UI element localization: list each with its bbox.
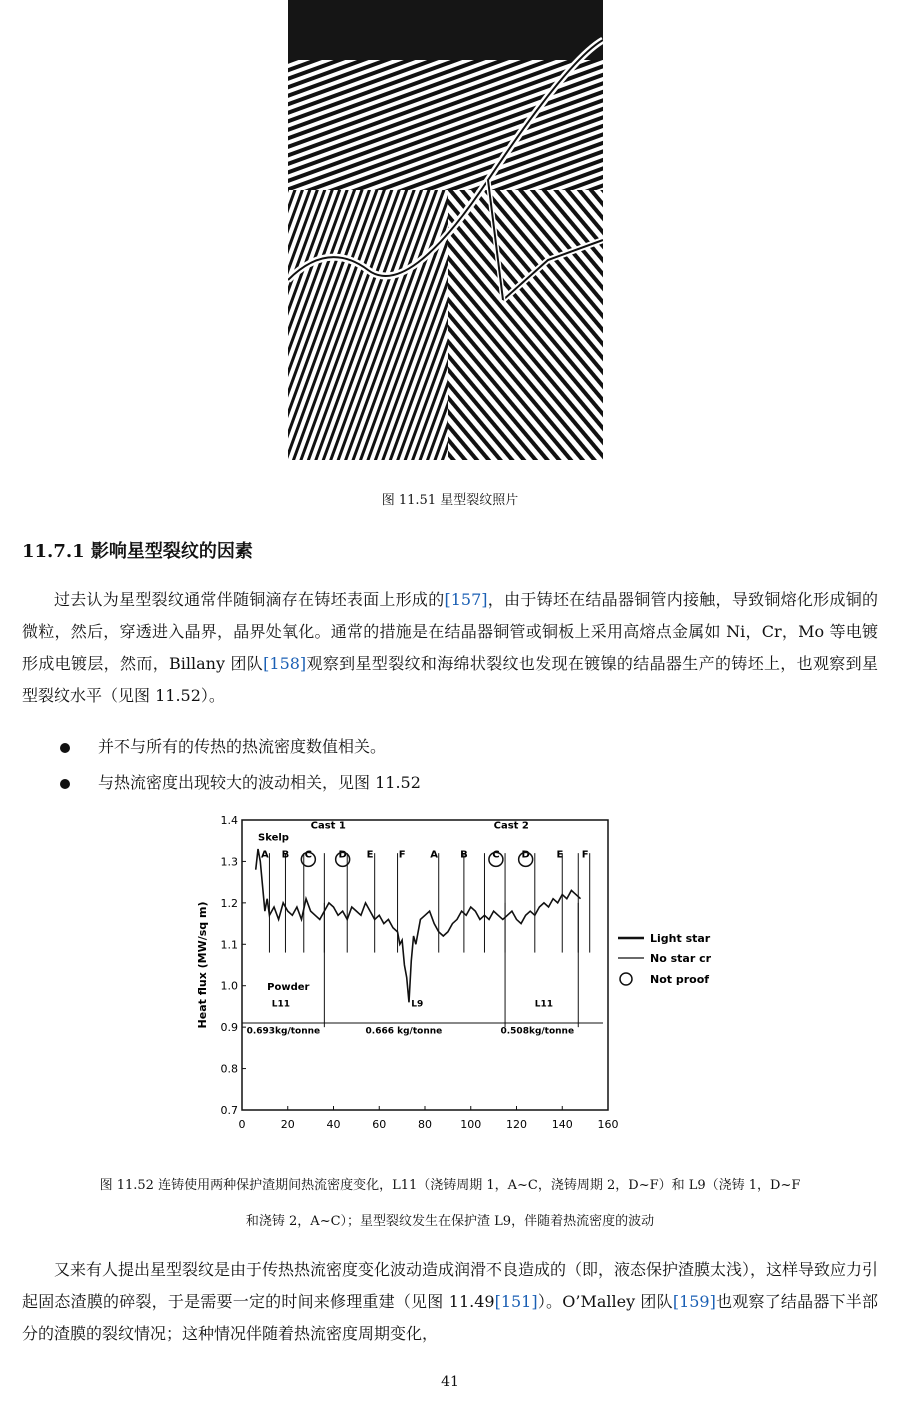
cast1-section-label: D: [338, 849, 347, 861]
citation-151[interactable]: [151]: [494, 1292, 538, 1311]
legend-label-no-star: No star cr: [650, 952, 712, 965]
cast2-section-label: F: [581, 849, 589, 861]
para1-text-2: ，由于铸坯在结晶器铜管内接触，导致铜熔化形成铜的微粒，然后，穿透进入晶界，晶界处氧化。通常的措施是在结晶器铜管或铜板上采用高熔点金属如 Ni，Cr，Mo 等电镀形成电镀层，然而，Billany 团队: [22, 590, 878, 673]
annotation-rate-2: 0.666 kg/tonne: [365, 1026, 443, 1037]
chart-svg: [190, 812, 720, 1142]
cast1-section-label: B: [281, 849, 290, 861]
cast1-section-label: C: [304, 849, 313, 861]
annotation-skelp: Skelp: [258, 832, 289, 844]
para2-text-2: ）。O’Malley 团队: [537, 1292, 673, 1311]
bullet-text-1: 并不与所有的传热的热流密度数值相关。: [98, 737, 387, 756]
x-tick-label: 40: [326, 1118, 341, 1131]
y-tick-label: 0.7: [220, 1104, 238, 1117]
x-tick-label: 60: [372, 1118, 387, 1131]
y-tick-label: 1.4: [220, 814, 238, 827]
page-number: 41: [441, 1374, 459, 1390]
micrograph-icon: [288, 0, 603, 460]
bullet-text-2: 与热流密度出现较大的波动相关，见图 11.52: [98, 773, 421, 792]
para1-text-1: 过去认为星型裂纹通常伴随铜滴存在铸坯表面上形成的: [54, 590, 445, 609]
citation-159[interactable]: [159]: [672, 1292, 716, 1311]
paragraph-1: [22, 584, 878, 712]
y-tick-label: 1.3: [220, 855, 238, 869]
bullet-item-2: [60, 770, 421, 793]
y-tick-label: 0.8: [220, 1062, 238, 1076]
section-title: 11.7.1 影响星型裂纹的因素: [22, 541, 253, 562]
cast2-section-label: A: [430, 849, 439, 861]
series-line-heat-flux: [256, 849, 581, 1002]
annotation-rate-3: 0.508kg/tonne: [500, 1026, 575, 1037]
cast2-section-label: E: [556, 849, 564, 861]
para1-text-3: 观察到星型裂纹和海绵状裂纹也发现在镀镍的结晶器生产的铸坯上，也观察到星型裂纹水平（见图 11.52）。: [22, 654, 878, 705]
para2-text-1: 又来有人提出星型裂纹是由于传热热流密度变化波动造成润滑不良造成的（即，液态保护渣膜太浅），这样导致应力引起固态渣膜的碎裂，于是需要一定的时间来修理重建（见图 11.49: [22, 1260, 879, 1311]
cast2-section-label: B: [460, 849, 468, 861]
annotation-cast-1: Cast 1: [310, 820, 346, 832]
cast1-section-label: E: [366, 849, 374, 861]
x-tick-label: 100: [460, 1118, 482, 1131]
legend-label-not-proof: Not proof: [650, 973, 710, 986]
figure-caption-11-52-line1: 图 11.52 连铸使用两种保护渣期间热流密度变化，L11（浇铸周期 1，A~C，浇铸周期 2，D~F）和 L9（浇铸 1，D~F: [99, 1178, 801, 1193]
legend-circle-icon: [620, 973, 632, 985]
y-tick-label: 1.1: [220, 938, 238, 952]
legend-label-light-star: Light star: [650, 932, 711, 945]
y-axis-label: Heat flux (MW/sq m): [196, 901, 209, 1029]
x-tick-label: 20: [280, 1118, 295, 1131]
bullet-icon: [60, 779, 70, 789]
annotation-l11-right: L11: [534, 999, 554, 1010]
micrograph-figure: [288, 0, 603, 460]
bullet-item-1: [60, 734, 386, 757]
x-tick-label: 80: [418, 1118, 432, 1131]
cast1-section-label: A: [261, 849, 269, 861]
x-tick-label: 160: [597, 1118, 619, 1131]
plot-frame: [242, 820, 608, 1110]
annotation-cast-2: Cast 2: [493, 820, 529, 832]
cast2-section-label: D: [521, 849, 530, 861]
figure-caption-11-51: 图 11.51 星型裂纹照片: [381, 493, 519, 508]
paragraph-2: [22, 1254, 878, 1350]
x-tick-label: 0: [238, 1118, 246, 1131]
figure-caption-11-52-line2: 和浇铸 2，A~C）；星型裂纹发生在保护渣 L9，伴随着热流密度的波动: [245, 1214, 655, 1229]
heat-flux-chart: [190, 812, 720, 1142]
para2-text-3: 也观察了结晶器下半部分的渣膜的裂纹情况；这种情况伴随着热流密度周期变化，: [22, 1292, 878, 1343]
citation-157[interactable]: [157]: [444, 590, 488, 609]
x-tick-label: 120: [506, 1118, 527, 1131]
cast1-section-label: F: [398, 849, 406, 861]
cast2-section-label: C: [492, 849, 500, 861]
y-tick-label: 1.2: [220, 896, 238, 910]
y-tick-label: 1.0: [220, 979, 238, 993]
annotation-powder: Powder: [267, 981, 310, 993]
y-tick-label: 0.9: [220, 1021, 238, 1035]
annotation-rate-1: 0.693kg/tonne: [246, 1026, 321, 1037]
annotation-l9: L9: [411, 999, 424, 1010]
annotation-l11-left: L11: [271, 999, 291, 1010]
citation-158[interactable]: [158]: [263, 654, 307, 673]
bullet-icon: [60, 743, 70, 753]
x-tick-label: 140: [551, 1118, 573, 1131]
